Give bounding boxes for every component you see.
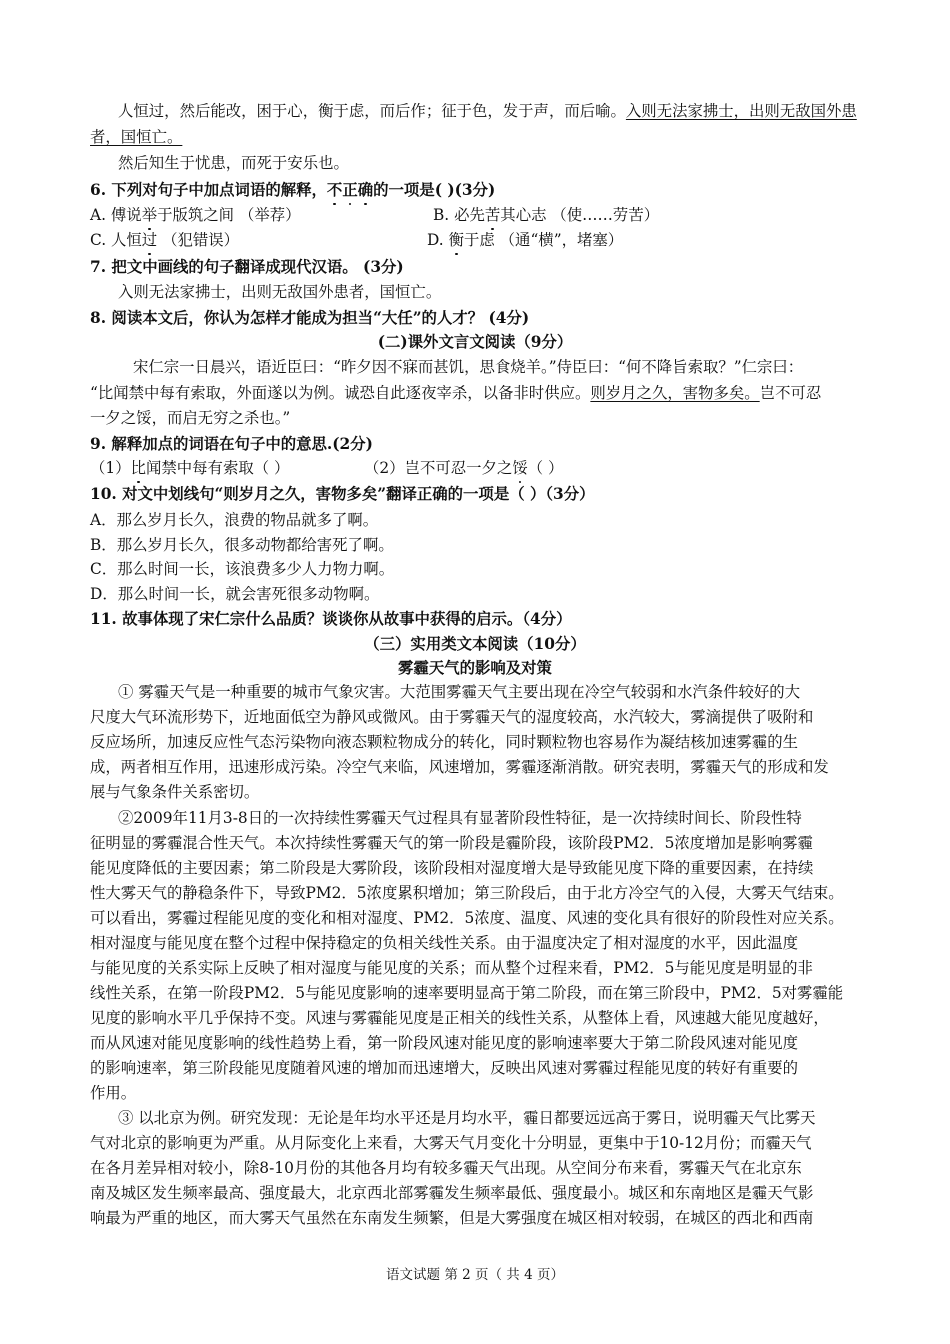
passage1-line1: 人恒过，然后能改，困于心，衡于虑，而后作；征于色，发于声，而后喻。入则无法家拂士，出则无敌国外患 [118, 102, 857, 120]
question-9-item-1: （1）比闻禁中每有索取（ ） [90, 456, 289, 480]
question-10-option-a: A．那么岁月长久，浪费的物品就多了啊。 [90, 511, 379, 529]
para2-line: 能见度降低的主要因素；第二阶段是大雾阶段，该阶段相对湿度增大是导致能见度下降的重要因素，在持续 [90, 859, 814, 877]
question-10-option-c: C．那么时间一长，该浪费多少人力物力啊。 [90, 560, 395, 578]
para1-line: 尺度大气环流形势下，近地面低空为静风或微风。由于雾霾天气的湿度较高，水汽较大，雾滴提供了吸附和 [90, 708, 814, 726]
section-3-title: （三）实用类文本阅读（10分） [364, 635, 586, 653]
page-footer: 语文试题 第 2 页（ 共 4 页） [386, 1267, 564, 1283]
para2-line: 的影响速率，第三阶段能见度随着风速的增加而迅速增大，反映出风速对雾霾过程能见度的转好有重要的 [90, 1059, 798, 1077]
passage1-line3: 然后知生于忧患，而死于安乐也。 [118, 154, 349, 172]
para1-line: 展与气象条件关系密切。 [90, 783, 260, 801]
passage2-line1: 宋仁宗一日晨兴，语近臣曰：“昨夕因不寐而甚饥，思食烧羊。”侍臣曰：“何不降旨索取？”仁宗曰： [133, 358, 804, 376]
question-10-stem: 10. 对文中划线句“则岁月之久，害物多矣”翻译正确的一项是（ ）（3分） [90, 485, 595, 503]
passage1-line2: 者，国恒亡。 [90, 128, 183, 146]
question-6-option-c: C. 人恒过 （犯错误） [90, 228, 239, 252]
para3-line: 气对北京的影响更为严重。从月际变化上来看，大雾天气月变化十分明显，更集中于10-12月份；而霾天气 [90, 1134, 812, 1152]
passage2-line3: 一夕之馁，而启无穷之杀也。” [90, 409, 291, 427]
para2-line: 作用。 [90, 1084, 137, 1102]
question-7-sentence: 入则无法家拂士，出则无敌国外患者，国恒亡。 [118, 283, 442, 301]
question-6-option-d: D. 衡于虑 （通“横”，堵塞） [427, 228, 623, 252]
question-6-option-b: B. 必先苦其心志 （使……劳苦） [433, 203, 659, 227]
question-6-stem: 6. 下列对句子中加点词语的解释，不正确的一项是( )(3分) [90, 178, 495, 202]
para2-line: 可以看出，雾霾过程能见度的变化和相对湿度、PM2．5浓度、温度、风速的变化具有很好的阶段性对应关系。 [90, 909, 844, 927]
question-9-item-2: （2）岂不可忍一夕之馁（ ） [364, 456, 563, 480]
para2-line: 线性关系，在第一阶段PM2．5与能见度影响的速率要明显高于第二阶段，而在第三阶段中，PM2．5对雾霾能 [90, 984, 844, 1002]
underlined-sentence-2: 则岁月之久，害物多矣。 [590, 384, 760, 402]
para3-line: 在各月差异相对较小，除8-10月份的其他各月均有较多霾天气出现。从空间分布来看，雾霾天气在北京东 [90, 1159, 802, 1177]
underlined-sentence: 入则无法家拂士，出则无敌国外患 [625, 102, 857, 120]
para3-line: ③ 以北京为例。研究发现：无论是年均水平还是月均水平，霾日都要远远高于雾日，说明霾天气比雾天 [118, 1109, 816, 1127]
question-8-stem: 8. 阅读本文后，你认为怎样才能成为担当“大任”的人才？ (4分) [90, 309, 530, 327]
para2-line: 与能见度的关系实际上反映了相对湿度与能见度的关系；而从整个过程来看，PM2．5与能见度是明显的非 [90, 959, 813, 977]
question-9-stem: 9. 解释加点的词语在句子中的意思.(2分) [90, 435, 373, 453]
article-title: 雾霾天气的影响及对策 [398, 659, 552, 677]
para3-line: 南及城区发生频率最高、强度最大，北京西北部雾霾发生频率最低、强度最小。城区和东南地区是霾天气影 [90, 1184, 814, 1202]
para1-line: 成，两者相互作用，迅速形成污染。冷空气来临，风速增加，雾霾逐渐消散。研究表明，雾霾天气的形成和发 [90, 758, 829, 776]
para2-line: 征明显的雾霾混合性天气。本次持续性雾霾天气的第一阶段是霾阶段，该阶段PM2．5浓度增加是影响雾霾 [90, 834, 813, 852]
para2-line: 性大雾天气的静稳条件下，导致PM2．5浓度累积增加；第三阶段后，由于北方冷空气的入侵，大雾天气结束。 [90, 884, 844, 902]
para1-line: ① 雾霾天气是一种重要的城市气象灾害。大范围雾霾天气主要出现在冷空气较弱和水汽条件较好的大 [118, 683, 801, 701]
para2-line: ②2009年11月3-8日的一次持续性雾霾天气过程具有显著阶段性特征，是一次持续时间长、阶段性特 [118, 809, 802, 827]
question-7-stem: 7. 把文中画线的句子翻译成现代汉语。 (3分) [90, 258, 404, 276]
question-6-option-a: A. 傅说举于版筑之间 （举荐） [90, 203, 301, 227]
question-10-option-d: D．那么时间一长，就会害死很多动物啊。 [90, 585, 380, 603]
para2-line: 见度的影响水平几乎保持不变。风速与雾霾能见度是正相关的线性关系，从整体上看，风速越大能见度越好， [90, 1009, 829, 1027]
para2-line: 相对湿度与能见度在整个过程中保持稳定的负相关线性关系。由于温度决定了相对湿度的水平，因此温度 [90, 934, 798, 952]
para3-line: 响最为严重的地区，而大雾天气虽然在东南发生频繁，但是大雾强度在城区相对较弱，在城区的西北和西南 [90, 1209, 814, 1227]
passage2-line2: “比闻禁中每有索取，外面遂以为例。诚恐自此逐夜宰杀，以备非时供应。则岁月之久，害物多矣。岂不可忍 [90, 384, 822, 402]
question-11-stem: 11. 故事体现了宋仁宗什么品质？谈谈你从故事中获得的启示。（4分） [90, 610, 572, 628]
question-10-option-b: B．那么岁月长久，很多动物都给害死了啊。 [90, 536, 394, 554]
para2-line: 而从风速对能见度影响的线性趋势上看，第一阶段风速对能见度的影响速率要大于第二阶段风速对能见度 [90, 1034, 798, 1052]
para1-line: 反应场所，加速反应性气态污染物向液态颗粒物成分的转化，同时颗粒物也容易作为凝结核加速雾霾的生 [90, 733, 798, 751]
section-2-title: (二)课外文言文阅读（9分） [377, 333, 573, 351]
